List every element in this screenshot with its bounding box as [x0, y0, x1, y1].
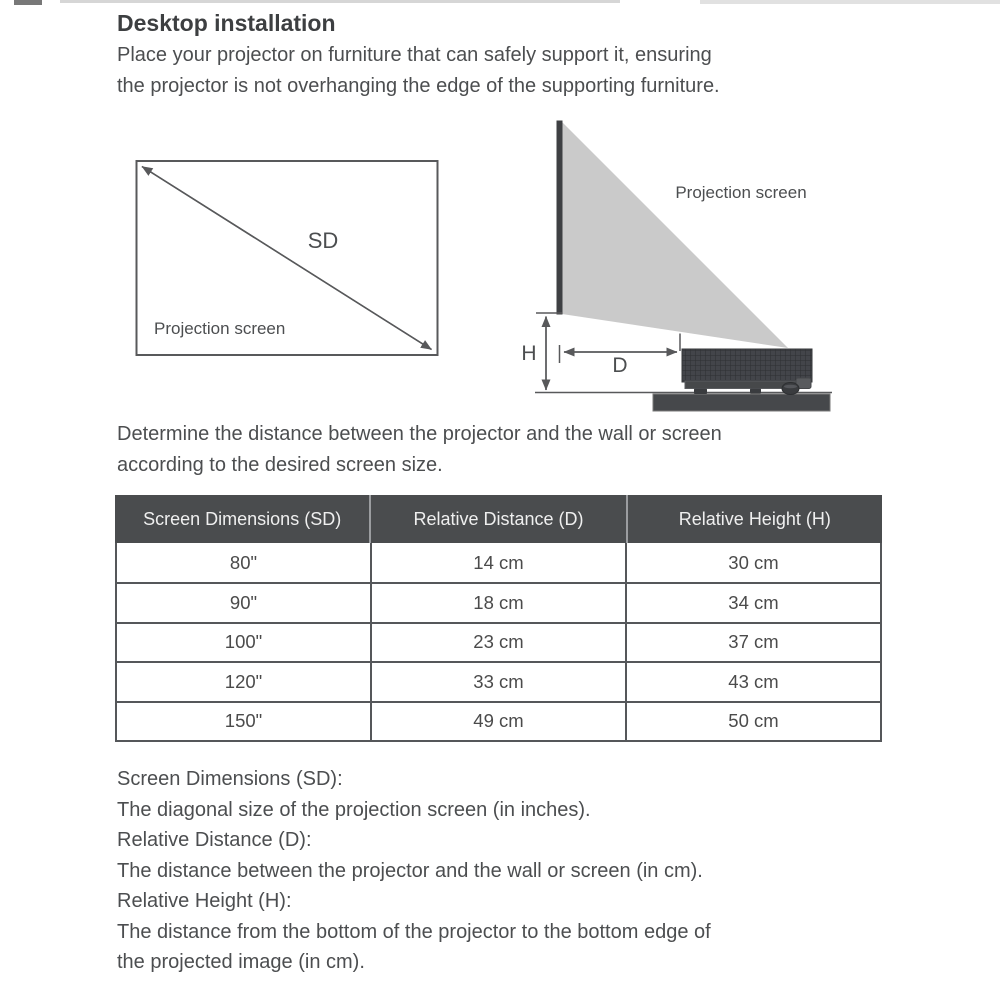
- table-cell: 33 cm: [370, 663, 625, 700]
- table-cell: 100": [224, 631, 263, 653]
- top-edge-artifact: [14, 0, 42, 5]
- table-cell: 34 cm: [625, 584, 880, 621]
- sd-label: SD: [307, 228, 339, 253]
- table-cell: 50 cm: [625, 703, 880, 740]
- top-edge-artifact: [60, 0, 620, 3]
- page-title: Desktop installation: [117, 10, 336, 36]
- top-edge-artifact: [700, 0, 1000, 4]
- table-row: [117, 543, 880, 582]
- projection-screen-label: Projection screen: [154, 319, 286, 338]
- table-cell: 14 cm: [370, 543, 625, 582]
- table-cell: 18 cm: [370, 584, 625, 621]
- table-cell: 49 cm: [370, 703, 625, 740]
- table-header-cell: Relative Height (H): [626, 495, 882, 543]
- distance-table: [115, 495, 882, 742]
- projector: [682, 349, 812, 395]
- instruction-paragraph: [117, 419, 722, 481]
- table-header-row: [115, 495, 882, 543]
- definition-term: Relative Distance (D):: [117, 829, 312, 851]
- definition-text: the projected image (in cm).: [117, 951, 365, 973]
- table-row: [117, 582, 880, 621]
- table-cell: 30 cm: [625, 543, 880, 582]
- intro-line-1: Place your projector on furniture that can safely support it, ensuring: [117, 44, 712, 66]
- projector-lens: [782, 383, 799, 395]
- instruction-line-2: according to the desired screen size.: [117, 454, 443, 476]
- projector-body: [682, 349, 812, 382]
- intro-line-2: the projector is not overhanging the edge of the supporting furniture.: [117, 75, 720, 97]
- definitions-block: [117, 764, 711, 978]
- table-cell: 90": [229, 592, 258, 614]
- instruction-line-1: Determine the distance between the projector and the wall or screen: [117, 423, 722, 445]
- intro-paragraph: [117, 40, 720, 102]
- definition-text: The distance from the bottom of the projector to the bottom edge of: [117, 920, 711, 943]
- table-header-cell: Relative Distance (D): [369, 495, 625, 543]
- table-cell: 120": [224, 670, 263, 692]
- screen-diagonal-diagram: [120, 148, 460, 363]
- table-body: [115, 543, 882, 742]
- d-label: D: [612, 354, 628, 377]
- table-row: [117, 622, 880, 661]
- table-row: [117, 661, 880, 700]
- table-cell: 23 cm: [370, 624, 625, 661]
- table-cell: 150": [224, 710, 263, 732]
- projection-screen-label: Projection screen: [675, 183, 807, 202]
- table-header-cell: Screen Dimensions (SD): [143, 508, 342, 529]
- table-cell: 80": [229, 551, 258, 573]
- table-cell: 43 cm: [625, 663, 880, 700]
- projector-foot: [750, 389, 761, 394]
- projector-side-diagram: [500, 108, 850, 420]
- furniture-slab: [653, 394, 830, 411]
- definition-text: The distance between the projector and the wall or screen (in cm).: [117, 859, 703, 882]
- table-cell: 37 cm: [625, 624, 880, 661]
- projector-lens-highlight: [784, 385, 797, 389]
- definition-text: The diagonal size of the projection screen (in inches).: [117, 798, 591, 821]
- projection-beam: [562, 122, 788, 348]
- projector-foot: [694, 389, 707, 395]
- h-label: H: [521, 342, 537, 365]
- definition-term: Relative Height (H):: [117, 890, 292, 912]
- table-row: [117, 701, 880, 740]
- projection-screen-bar: [557, 121, 563, 315]
- definition-term: Screen Dimensions (SD):: [117, 768, 343, 790]
